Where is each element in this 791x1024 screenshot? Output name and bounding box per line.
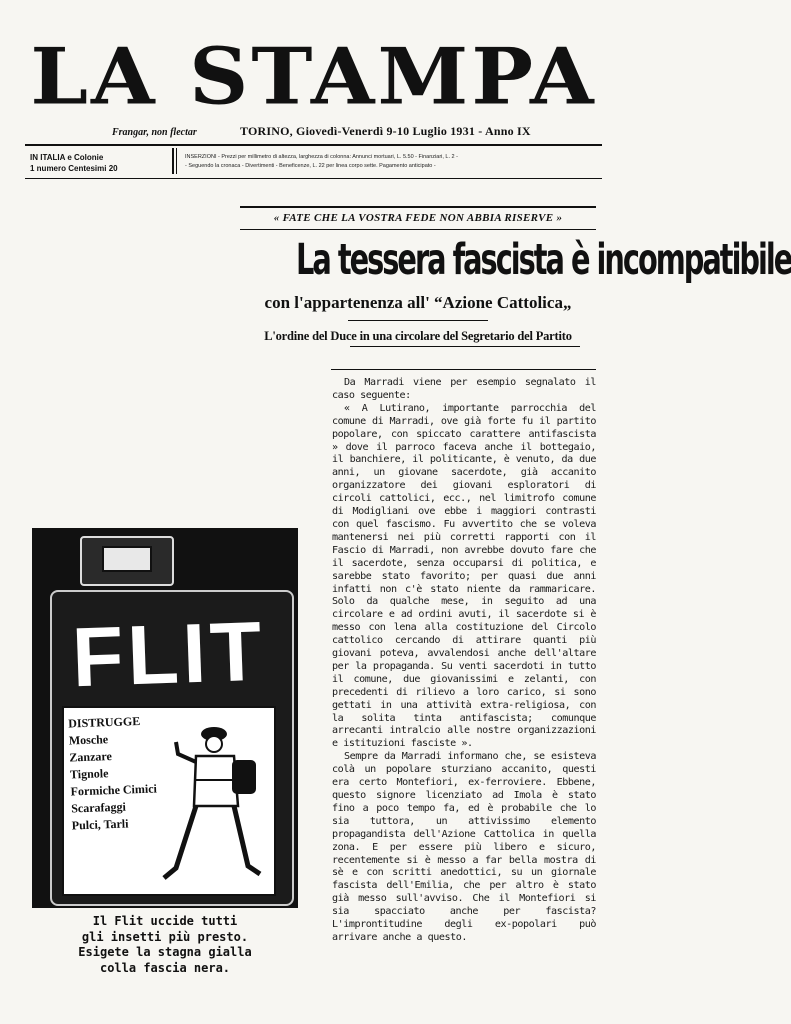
ad-caption-line: Esigete la stagna gialla <box>78 945 252 959</box>
headline-top-rule <box>240 206 596 208</box>
insertions-rates <box>185 153 605 171</box>
column-top-rule <box>331 369 596 370</box>
can-text-line: Mosche <box>68 732 109 748</box>
insertions-line-2: - Seguendo la cronaca - Divertimenti - Beneficenze, L. 22 per linea corpo sette. Pagamento anticipato - <box>185 163 436 169</box>
newspaper-masthead: LA STAMPA <box>30 31 597 123</box>
article-subhead: con l'appartenenza all' “Azione Cattolica„ <box>264 293 572 312</box>
can-label-panel <box>62 706 276 896</box>
can-text-line: Scarafaggi <box>70 799 127 816</box>
soldier-illustration <box>156 718 268 888</box>
article-paragraph: Sempre da Marradi informano che, se esisteva colà un popolare sturziano accanito, questi era certo Montefiori, ex-ferroviere. Ebbene, questo signore licenziato ad Imola è stato fino a poco tempo fa, ed è probabile che lo sia tuttora, un attivissimo elemento propagandista dell'Azione Cattolica in quella zona. E per essere più libero e sicuro, recentemente si è messo a far bella mostra di sè e con scritti anedottici, su un giornale fascista dell'Emilia, che per altro è stato già messo sull'avviso. Che il Montefiori si sia spacciato anche per fascista? L'improntitudine degli ex-popolari può arrivare anche a questo. <box>332 751 596 943</box>
can-pest-list <box>68 713 158 835</box>
masthead-bottom-rule <box>25 178 602 179</box>
can-text-line: Formiche Cimici <box>70 781 158 799</box>
article-body <box>332 377 596 945</box>
ad-image <box>32 528 298 908</box>
article-deck: L'ordine del Duce in una circolare del Segretario del Partito <box>264 329 572 343</box>
price-box <box>30 152 118 174</box>
can-text-line: Tignole <box>69 766 109 782</box>
masthead-divider-thin <box>176 148 177 174</box>
article-paragraph: « A Lutirano, importante parrocchia del comune di Marradi, ove già forte fu il partito popolare, con spiccato carattere antifascista » dove il parroco faceva anche il bottegaio, il banchiere, il politicante, è venuto, da due anni, un giovane sacerdote, già accanito organizzatore dei giovani esploratori di circoli cattolici, ecc., nel limitrofo comune di Modigliani ove ebbe i maggiori contrasti con quel fascismo. Fu avvertito che se voleva mantenersi nei più corretti rapporti con il Fascio di Marradi, non avrebbe dovuto fare che il sacerdote, senza occuparsi di politica, e sarebbe stato favorito; per quasi due anni infatti non c'è stato niente da rammaricare. Solo da qualche mese, in seguito ad una circolare e ad ordini avuti, il sacerdote si è messo con lena alla costituzione del Circolo cattolico cercando di attirare quanti più giovani poteva, avvalendosi anche dell'altare per la propaganda. Su venti sacerdoti in tutto il comune, due giovanissimi e zelanti, con precedenti di rilievo a loro carico, si sono gettati in una attività extra-religiosa, con la solita tinta antifascista; comunque arrecanti intralcio alle nostre organizzazioni e istituzioni fasciste ». <box>332 402 596 750</box>
flit-brand: FLIT <box>70 603 267 705</box>
insertions-line-1: INSERZIONI - Prezzi per millimetro di altezza, larghezza di colonna: Annunci mortuari, L. 5.50 - Finanziari, L. 2 - <box>185 154 458 160</box>
can-text-line: DISTRUGGE <box>67 714 141 731</box>
ad-caption-line: colla fascia nera. <box>99 960 231 975</box>
subhead-rule <box>348 320 488 321</box>
dateline: TORINO, Giovedì-Venerdì 9-10 Luglio 1931 - Anno IX <box>240 124 531 138</box>
masthead-rule <box>25 144 602 146</box>
price-line-2: 1 numero Centesimi 20 <box>30 164 118 173</box>
price-line-1: IN ITALIA e Colonie <box>30 153 104 162</box>
ad-caption-line: gli insetti più presto. <box>81 929 249 944</box>
ad-caption <box>32 914 298 976</box>
deck-underline <box>350 346 580 347</box>
can-text-line: Zanzare <box>69 749 113 765</box>
can-text-line: Pulci, Tarli <box>71 816 129 833</box>
article-headline: La tessera fascista è incompatibile <box>296 235 791 285</box>
kicker-rule <box>240 229 596 230</box>
article-paragraph: Da Marradi viene per esempio segnalato il caso seguente: <box>332 377 596 401</box>
masthead-motto: Frangar, non flectar <box>112 127 197 138</box>
masthead-divider <box>172 148 174 174</box>
article-kicker: « FATE CHE LA VOSTRA FEDE NON ABBIA RISERVE » <box>273 212 563 224</box>
can-cap <box>102 546 152 572</box>
flit-advertisement <box>32 528 298 996</box>
ad-caption-line: Il Flit uccide tutti <box>92 914 238 928</box>
